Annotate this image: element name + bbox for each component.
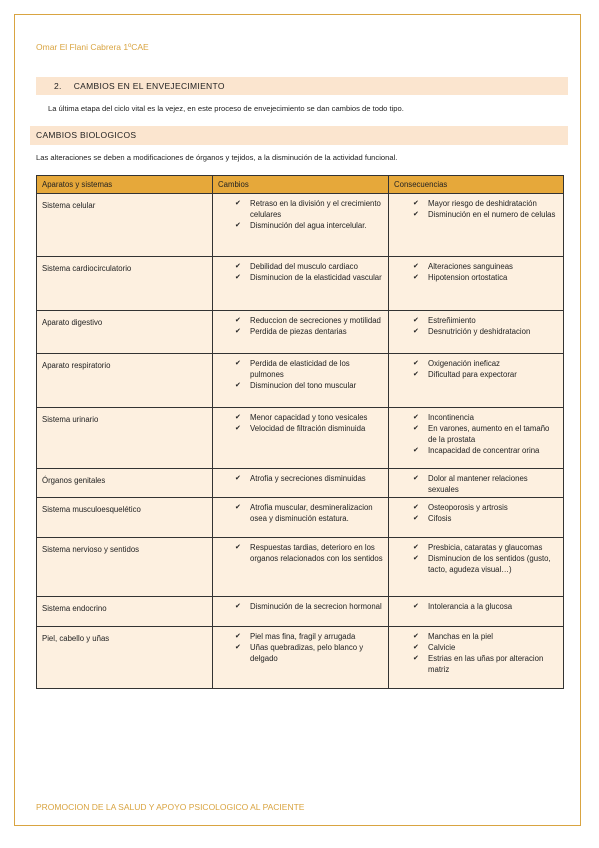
consequence-item: ✔ Oxigenación ineficaz	[392, 358, 560, 369]
changes-cell	[213, 597, 389, 627]
system-cell: Sistema celular	[37, 194, 213, 257]
change-item: ✔ Uñas quebradizas, pelo blanco y delgado	[216, 642, 385, 664]
consequence-item: ✔ Manchas en la piel	[392, 631, 560, 642]
system-cell: Sistema cardiocirculatorio	[37, 257, 213, 311]
changes-cell	[213, 627, 389, 689]
consequences-cell	[389, 469, 564, 498]
changes-cell	[213, 257, 389, 311]
changes-list	[216, 410, 385, 434]
table-row	[37, 194, 564, 257]
consequences-cell	[389, 354, 564, 408]
system-cell: Aparato digestivo	[37, 311, 213, 354]
change-item: ✔ Disminucion del tono muscular	[216, 380, 385, 391]
section-title: CAMBIOS EN EL ENVEJECIMIENTO	[73, 81, 225, 91]
change-item: ✔ Retraso en la división y el crecimiento celulares	[216, 198, 385, 220]
changes-list	[216, 500, 385, 524]
system-cell: Piel, cabello y uñas	[37, 627, 213, 689]
page-header: Omar El Flani Cabrera 1ºCAE	[36, 42, 149, 52]
change-item: ✔ Disminución del agua intercelular.	[216, 220, 385, 231]
changes-cell	[213, 538, 389, 597]
change-item: ✔ Menor capacidad y tono vesicales	[216, 412, 385, 423]
changes-cell	[213, 469, 389, 498]
consequences-cell	[389, 538, 564, 597]
consequence-item: ✔ Presbicia, cataratas y glaucomas	[392, 542, 560, 553]
table-row	[37, 627, 564, 689]
changes-cell	[213, 498, 389, 538]
system-cell: Sistema endocrino	[37, 597, 213, 627]
consequences-cell	[389, 408, 564, 469]
consequence-item: ✔ Intolerancia a la glucosa	[392, 601, 560, 612]
consequences-list	[392, 599, 560, 612]
consequence-item: ✔ Dolor al mantener relaciones sexuales	[392, 473, 560, 495]
consequences-list	[392, 540, 560, 575]
table-row	[37, 538, 564, 597]
change-item: ✔ Perdida de piezas dentarias	[216, 326, 385, 337]
change-item: ✔ Atrofia y secreciones disminuidas	[216, 473, 385, 484]
system-cell: Sistema nervioso y sentidos	[37, 538, 213, 597]
change-item: ✔ Disminucion de la elasticidad vascular	[216, 272, 385, 283]
column-header-consequences: Consecuencias	[389, 176, 564, 194]
changes-list	[216, 599, 385, 612]
consequences-cell	[389, 257, 564, 311]
consequences-list	[392, 410, 560, 456]
consequence-item: ✔ Cifosis	[392, 513, 560, 524]
system-cell: Sistema musculoesquelético	[37, 498, 213, 538]
changes-list	[216, 259, 385, 283]
consequences-cell	[389, 627, 564, 689]
system-cell: Aparato respiratorio	[37, 354, 213, 408]
consequences-list	[392, 259, 560, 283]
consequences-cell	[389, 311, 564, 354]
changes-list	[216, 313, 385, 337]
table-row	[37, 257, 564, 311]
consequence-item: ✔ Disminución en el numero de celulas	[392, 209, 560, 220]
consequence-item: ✔ Disminucion de los sentidos (gusto, tacto, agudeza visual…)	[392, 553, 560, 575]
consequence-item: ✔ Mayor riesgo de deshidratación	[392, 198, 560, 209]
change-item: ✔ Atrofia muscular, desmineralizacion osea y disminución estatura.	[216, 502, 385, 524]
page-footer: PROMOCION DE LA SALUD Y APOYO PSICOLOGICO AL PACIENTE	[36, 802, 305, 812]
changes-cell	[213, 194, 389, 257]
changes-list	[216, 540, 385, 564]
system-cell: Órganos genitales	[37, 469, 213, 498]
section-number: 2.	[54, 81, 62, 91]
consequence-item: ✔ Dificultad para expectorar	[392, 369, 560, 380]
consequence-item: ✔ Hipotension ortostatica	[392, 272, 560, 283]
changes-list	[216, 196, 385, 231]
consequences-list	[392, 500, 560, 524]
subsection-title: CAMBIOS BIOLOGICOS	[36, 130, 137, 140]
column-header-systems: Aparatos y sistemas	[37, 176, 213, 194]
change-item: ✔ Piel mas fina, fragil y arrugada	[216, 631, 385, 642]
table-row	[37, 354, 564, 408]
section-intro: La última etapa del ciclo vital es la vejez, en este proceso de envejecimiento se dan cambios de todo tipo.	[48, 104, 404, 113]
change-item: ✔ Velocidad de filtración disminuida	[216, 423, 385, 434]
consequence-item: ✔ Alteraciones sanguineas	[392, 261, 560, 272]
consequences-list	[392, 313, 560, 337]
table-row	[37, 498, 564, 538]
changes-cell	[213, 408, 389, 469]
consequence-item: ✔ Incontinencia	[392, 412, 560, 423]
consequences-list	[392, 629, 560, 675]
subsection-intro: Las alteraciones se deben a modificaciones de órganos y tejidos, a la disminución de la actividad funcional.	[36, 153, 398, 162]
table-body	[37, 194, 564, 689]
changes-cell	[213, 311, 389, 354]
consequence-item: ✔ Osteoporosis y artrosis	[392, 502, 560, 513]
table-row	[37, 469, 564, 498]
consequences-cell	[389, 597, 564, 627]
consequence-item: ✔ Estrias en las uñas por alteracion matriz	[392, 653, 560, 675]
change-item: ✔ Respuestas tardias, deterioro en los organos relacionados con los sentidos	[216, 542, 385, 564]
table-header-row	[37, 176, 564, 194]
changes-list	[216, 356, 385, 391]
table-row	[37, 408, 564, 469]
system-cell: Sistema urinario	[37, 408, 213, 469]
change-item: ✔ Perdida de elasticidad de los pulmones	[216, 358, 385, 380]
consequences-list	[392, 356, 560, 380]
change-item: ✔ Reduccion de secreciones y motilidad	[216, 315, 385, 326]
column-header-changes: Cambios	[213, 176, 389, 194]
changes-table	[36, 175, 564, 689]
change-item: ✔ Debilidad del musculo cardiaco	[216, 261, 385, 272]
consequences-cell	[389, 498, 564, 538]
consequences-list	[392, 471, 560, 495]
section-heading	[54, 81, 225, 91]
changes-list	[216, 629, 385, 664]
consequence-item: ✔ Incapacidad de concentrar orina	[392, 445, 560, 456]
changes-cell	[213, 354, 389, 408]
consequence-item: ✔ Calvicie	[392, 642, 560, 653]
consequence-item: ✔ Estreñimiento	[392, 315, 560, 326]
table-row	[37, 597, 564, 627]
consequences-list	[392, 196, 560, 220]
consequences-cell	[389, 194, 564, 257]
table-row	[37, 311, 564, 354]
change-item: ✔ Disminución de la secrecion hormonal	[216, 601, 385, 612]
changes-list	[216, 471, 385, 484]
consequence-item: ✔ En varones, aumento en el tamaño de la prostata	[392, 423, 560, 445]
consequence-item: ✔ Desnutrición y deshidratacion	[392, 326, 560, 337]
